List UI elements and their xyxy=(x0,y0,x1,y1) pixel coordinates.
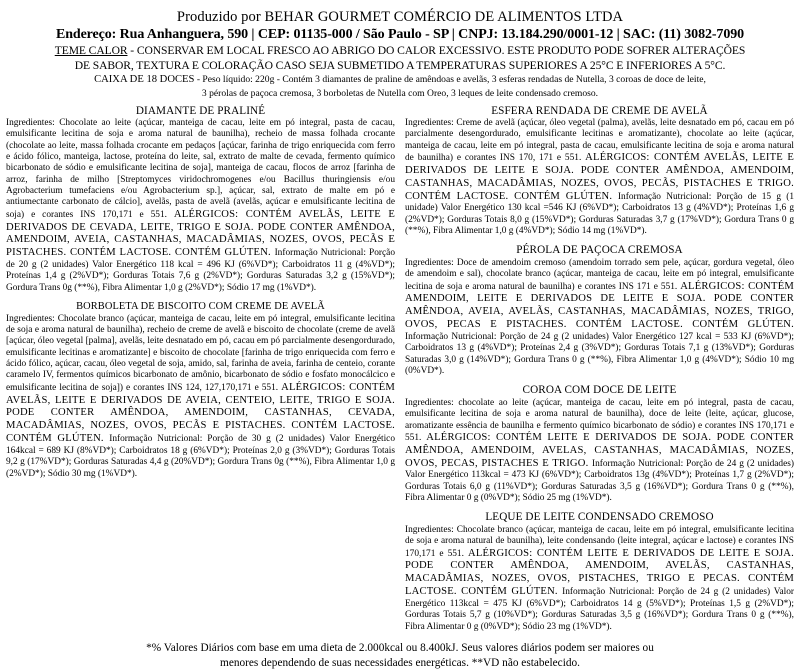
allergens-text: ALÉRGICOS: CONTÉM AVELÃS, LEITE E DERIVADOS DE CEVADA, LEITE, TRIGO E SOJA. PODE CONTER AMÊNDOA, AMENDOIM, AVEIA, CASTANHAS, MACADÂMIAS, NOZES, OVOS, PECÃS E PISTACHES. CONTÉM LACTOSE. CONTÉM GLÚTEN. xyxy=(6,208,395,259)
ingredients-text: Ingredientes: chocolate ao leite (açúcar, manteiga de cacau, leite em pó integral, pasta de cacau, emulsificante lecitina de soja e aroma natural de baunilha), doce de leite (leite, açúcar, glucose, aromatizante essência de baunilha e fermento químico bicarbonato de sódio) e corantes INS 170,171 e 551. xyxy=(405,397,794,443)
allergens-text: ALÉRGICOS: CONTÉM AVELÃS, LEITE E DERIVADOS DE LEITE E SOJA. PODE CONTER AMÊNDOA, AMENDOIM, CASTANHAS, MACADÂMIAS, NOZES, OVOS, PECÃS, PISTACHES E TRIGO. CONTÉM LACTOSE. CONTÉM GLÚTEN. xyxy=(405,151,794,202)
box-contents-text-1: - Peso líquido: 220g - Contém 3 diamantes de praline de amêndoas e avelãs, 3 esferas rendadas de Nutella, 3 coroas de doce de leite, xyxy=(194,74,706,86)
daily-values-footnote xyxy=(6,641,794,670)
allergens-text: ALÉRGICOS: CONTÉM AVELÃS, LEITE E DERIVADOS DE AVEIA, CENTEIO, LEITE, TRIGO E SOJA. PODE CONTER AMÊNDOA, AMENDOIM, CASTANHAS, CEVADA, MACADÂMIAS, NOZES, OVOS, PECÃS E PISTACHES. CONTÉM LACTOSE. CONTÉM GLÚTEN. xyxy=(6,381,395,445)
section-body xyxy=(405,258,794,378)
product-section-diamante-de-praline xyxy=(6,105,395,295)
product-section-leque-de-leite-condensado xyxy=(405,511,794,633)
heat-warning-rest: - CONSERVAR EM LOCAL FRESCO AO ABRIGO DO CALOR EXCESSIVO. ESTE PRODUTO PODE SOFRER ALTERAÇÕES xyxy=(127,44,746,58)
left-column xyxy=(6,105,400,483)
nutrition-text: Informação Nutricional: Porção de 30 g (2 unidades) Valor Energético 164kcal = 689 KJ (8%VD*); Carboidratos 18 g (6%VD*); Proteínas 2,0 g (3%VD*); Gorduras Totais 9,2 g (17%VD*); Gorduras Saturadas 4,4 g (20%VD*); Gordura Trans 0g (**%), Fibra Alimentar 1,0 g (2%VD*); Sódio 30 mg (1%VD*). xyxy=(6,434,395,479)
nutrition-text: Informação Nutricional: Porção de 24 g (2 unidades) Valor Energético 127 kcal = 533 KJ (6%VD*); Carboidratos 13 g (4%VD*); Proteínas 2,4 g (3%VD*); Gorduras Totais 7,1 g (13%VD*); Gorduras Saturadas 3,0 g (14%VD*); Gordura Trans 0 g (**%), Fibra Alimentar 1,0 g (4%VD*); Sódio 10 mg (0%VD*). xyxy=(405,332,794,377)
footnote-line-1: *% Valores Diários com base em uma dieta de 2.000kcal ou 8.400kJ. Seus valores diários podem ser maiores ou xyxy=(146,642,654,655)
section-body xyxy=(405,118,794,238)
box-contents-line-2: 3 pérolas de paçoca cremosa, 3 borboletas de Nutella com Oreo, 3 leques de leite condensado cremoso. xyxy=(201,87,599,99)
section-body xyxy=(6,314,395,480)
right-column xyxy=(400,105,794,636)
label-columns xyxy=(6,105,794,636)
section-title: COROA COM DOCE DE LEITE xyxy=(522,384,677,397)
label-header xyxy=(6,8,794,101)
ingredients-text: Ingredientes: Doce de amendoim cremoso (amendoim torrado sem pele, açúcar, gordura vegetal, óleo de amendoim e sal), chocolate branco (açúcar, manteiga de cacau, leite em pó integral, emulsificante lecitina de soja e aroma natural de baunilha) e corantes INS 171 e 551. xyxy=(405,257,794,292)
section-title: PÉROLA DE PAÇOCA CREMOSA xyxy=(516,244,683,257)
product-section-esfera-rendada xyxy=(405,105,794,238)
section-title: ESFERA RENDADA DE CREME DE AVELÃ xyxy=(491,104,708,117)
section-title: LEQUE DE LEITE CONDENSADO CREMOSO xyxy=(485,511,714,524)
allergens-text: ALÉRGICOS: CONTÉM LEITE E DERIVADOS DE SOJA. PODE CONTER AMÊNDOA, AMENDOIM, AVELAS, CASTANHAS, MACADÂMIAS, NOZES, OVOS, PECAS, PISTACHES E TRIGO. xyxy=(405,431,795,469)
section-title: DIAMANTE DE PRALINÉ xyxy=(135,104,266,117)
heat-warning-line-1 xyxy=(6,44,794,58)
product-section-perola-de-pacoca xyxy=(405,244,794,377)
product-section-borboleta-de-biscoito xyxy=(6,301,395,480)
section-body xyxy=(405,398,794,505)
footnote-line-2: menores dependendo de suas necessidades energéticas. **VD não estabelecido. xyxy=(220,656,580,669)
nutrition-text: Informação Nutricional: Porção de 20 g (2 unidades) Valor Energético 118 kcal = 496 KJ (6%VD*); Carboidratos 11 g (4%VD*); Proteínas 1,4 g (2%VD*); Gorduras Totais 7,6 g (2%VD*); Gorduras Saturadas 3,2 g (15%VD*); Gordura Trans 0g (**%), Fibra Alimentar 1,0 g (2%VD*); Sódio 17 mg (1%VD*). xyxy=(6,248,395,293)
heat-warning-line-2: DE SABOR, TEXTURA E COLORAÇÃO CASO SEJA SUBMETIDO A TEMPERATURAS SUPERIORES A 25°C E INFERIORES A 5°C. xyxy=(74,58,726,72)
product-section-coroa-com-doce-de-leite xyxy=(405,384,794,504)
nutrition-text: Informação Nutricional: Porção de 24 g (2 unidades) Valor Energético 113kcal = 473 KJ (6%VD*); Carboidratos 13g (4%VD*); Proteínas 1,7 g (2%VD*); Gorduras Totais 6,0 g (11%VD*); Gorduras Saturadas 3,5 g (16%VD*); Gordura Trans 0 g (**%), Fibra Alimentar 0 g (0%VD*); Sódio 25 mg (1%VD*). xyxy=(405,458,795,504)
ingredients-text: Ingredientes: Chocolate branco (açúcar, manteiga de cacau, leite em pó integral, emulsificante lecitina de soja e aroma natural de baunilha), recheio de creme de avelã e biscoito de chocolate (creme de avelã [açúcar, óleo vegetal [palma], avelãs, leite desnatado em pó, cacau em pó parcialmente desengordurado, emulsificante lecitinas e aromatizante] e biscoito de chocolate [farinha de trigo enriquecida com ferro e ácido fólico, açúcar, cacau, óleo vegetal de soja, amido, sal, farinha de aveia, farinha de centeio, corante caramelo IV, fermentos químicos bicarbonato de amônio, bicarbonato de sódio e fosfato monocálcico e emulsificante lecitina de soja]) e corantes INS 124, 127,170,171 e 551. xyxy=(6,313,395,393)
ingredients-text: Ingredientes: Creme de avelã (açúcar, óleo vegetal (palma), avelãs, leite desnatado em pó, cacau em pó parcialmente desengordurado, emulsificante lecitinas e aromatizante), chocolate ao leite (açúcar, manteiga de cacau, leite em pó integral, pasta de cacau, emulsificante lecitina de soja e aroma natural de baunilha) e corantes INS 170, 171 e 551. xyxy=(405,117,794,163)
heat-warning-underlined: TEME CALOR xyxy=(54,44,128,58)
producer-line: Produzido por BEHAR GOURMET COMÉRCIO DE ALIMENTOS LTDA xyxy=(176,9,624,25)
allergens-text: ALÉRGICOS: CONTÉM LEITE E DERIVADOS DE LEITE E SOJA. PODE CONTER AMÊNDOA, AMENDOIM, AVELÃS, CASTANHAS, MACADÂMIAS, NOZES, OVOS, PISTACHES, TRIGO E PECAS. CONTÉM LACTOSE. CONTÉM GLÚTEN. xyxy=(405,547,794,598)
allergens-text: ALÉRGICOS: CONTÉM AMENDOIM, LEITE E DERIVADOS DE LEITE E SOJA. PODE CONTER AMÊNDOA, AVEIA, AVELÃS, CASTANHAS, MACADÂMIAS, NOZES, TRIGO, OVOS, PECAS E PISTACHES. CONTÉM LACTOSE. CONTÉM GLÚTEN. xyxy=(405,280,794,331)
section-body xyxy=(6,118,395,294)
box-label: CAIXA DE 18 DOCES xyxy=(94,74,195,86)
ingredients-text: Ingredientes: Chocolate branco (açúcar, manteiga de cacau, leite em pó integral, emulsificante lecitina de soja e aroma natural de baunilha), leite condensando (leite integral, açúcar e lactose) e corantes INS 170,171 e 551. xyxy=(405,524,794,559)
box-contents-line-1 xyxy=(6,73,794,87)
nutrition-text: Informação Nutricional: Porção de 24 g (2 unidades) Valor Energético 113kcal = 475 KJ (6%VD*); Carboidratos 14 g (5%VD*); Proteínas 1,5 g (2%VD*); Gorduras Totais 5,7 g (10%VD*); Gorduras Saturadas 3,5 g (16%VD*); Gordura Trans 0 g (**%), Fibra Alimentar 0 g (0%VD*); Sódio 23 mg (1%VD*). xyxy=(405,587,794,632)
section-body xyxy=(405,525,794,633)
section-title: BORBOLETA DE BISCOITO COM CREME DE AVELÃ xyxy=(76,301,325,313)
ingredients-text: Ingredientes: Chocolate ao leite (açúcar, manteiga de cacau, leite em pó integral, pasta de cacau, emulsificante lecitina de soja e aroma natural de baunilha), recheio de massa folhada crocante (chocolate ao leite, massa folhada crocante em pedaços [açúcar, farinha de trigo enriquecida com ferro e ácido fólico, manteiga, lactose, proteína do leite, sal, extrato de malte de cevada, fermento químico bicarbonato de sódio e emulsificante lecitina de soja], manteiga de cacau, flocos de arroz [farinha de arroz, farinha de milho [Streptomyces viridochromogenes e/ou Bacillus thuringiensis e/ou Agrobacterium tumefaciens e/ou Agrobacterium sp.], açúcar, sal, extrato de malte em pó e antiumectante carbonato de cálcio], avelãs, pasta de avelã (avelãs, açúcar e emulsificante lecitina de soja) e corantes INS 170,171 e 551. xyxy=(6,117,395,220)
nutrition-text: Informação Nutricional: Porção de 15 g (1 unidade) Valor Energético 130 kcal =546 KJ (6%VD*); Carboidratos 13 g (4%VD*); Proteínas 1,6 g (2%VD*); Gorduras Totais 8,0 g (15%VD*); Gorduras Saturadas 3,7 g (17%VD*); Gordura Trans 0 g (**%), Fibra Alimentar 1,0 g (4%VD*); Sódio 14 mg (1%VD*). xyxy=(405,191,794,237)
address-line: Endereço: Rua Anhanguera, 590 | CEP: 01135-000 / São Paulo - SP | CNPJ: 13.184.290/0001-12 | SAC: (11) 3082-7090 xyxy=(55,27,745,43)
